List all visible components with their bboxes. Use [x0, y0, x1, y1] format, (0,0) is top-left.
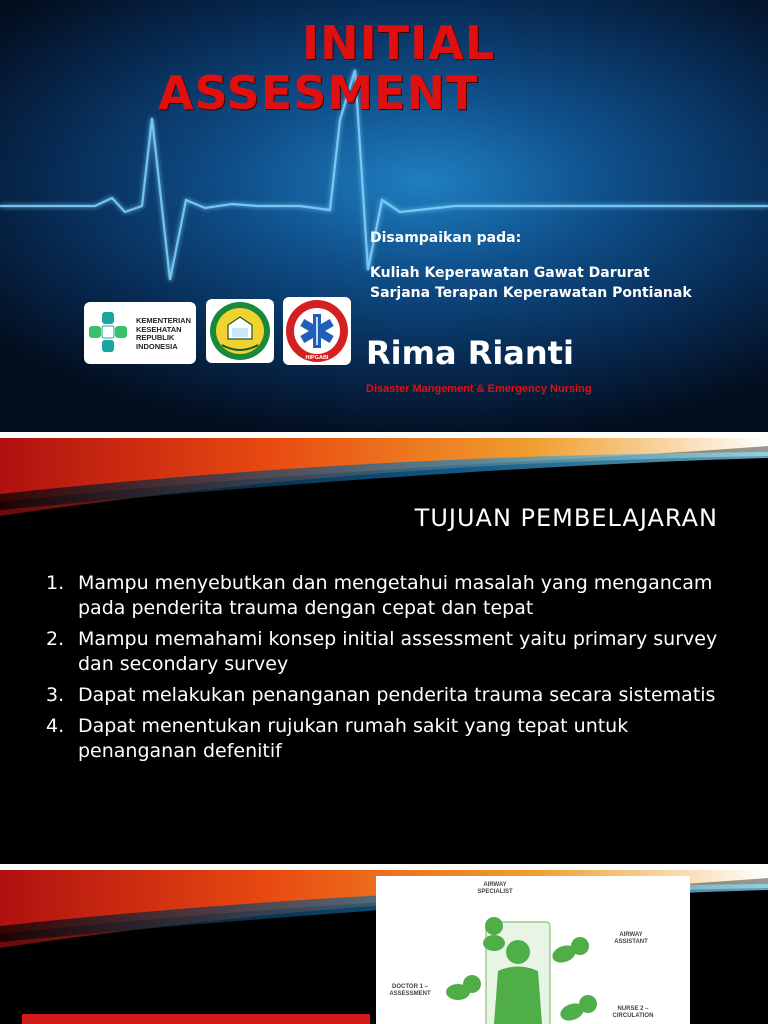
kemenkes-text-1: KEMENTERIAN	[136, 316, 192, 325]
title-bar	[22, 1014, 370, 1024]
hipgabi-emblem-icon	[283, 297, 351, 365]
presenter-subtitle: Disaster Mangement & Emergency Nursing	[366, 383, 592, 395]
team-diagram-slide	[0, 864, 768, 1024]
item-number: 1.	[46, 572, 65, 594]
kemenkes-text-3: REPUBLIK	[136, 333, 175, 342]
kemenkes-logo	[84, 302, 196, 364]
slide-title	[158, 18, 538, 118]
kemenkes-text-4: INDONESIA	[136, 341, 178, 351]
item-number: 2.	[46, 628, 65, 650]
item-text: Mampu memahami konsep initial assessment yaitu primary survey dan secondary survey	[78, 628, 718, 675]
item-text: Dapat menentukan rujukan rumah sakit yang tepat untuk penanganan defenitif	[78, 715, 629, 762]
trauma-team-diagram	[376, 876, 690, 1024]
label-nurse-2: NURSE 2 – CIRCULATION	[612, 1006, 654, 1019]
delivered-label: Disampaikan pada:	[370, 230, 522, 246]
label-airway-specialist: AIRWAY SPECIALIST	[477, 882, 513, 895]
title-line-2: ASSESMENT	[158, 66, 479, 120]
hipgabi-logo	[283, 297, 351, 365]
item-number: 3.	[46, 684, 65, 706]
list-item	[46, 571, 736, 621]
objectives-heading: TUJUAN PEMBELAJARAN	[414, 504, 718, 532]
item-text: Mampu menyebutkan dan mengetahui masalah yang mengancam pada penderita trauma dengan cepat dan tepat	[78, 572, 713, 619]
objectives-slide	[0, 432, 768, 864]
title-line-1: INITIAL	[302, 16, 496, 70]
hipgabi-text: HIPGABI	[305, 355, 329, 361]
kemenkes-emblem-icon	[84, 302, 134, 364]
label-airway-assistant: AIRWAY ASSISTANT	[614, 932, 648, 945]
kemenkes-text-2: KESEHATAN	[136, 324, 182, 334]
title-slide	[0, 0, 768, 432]
presenter-name: Rima Rianti	[366, 334, 574, 372]
item-number: 4.	[46, 715, 65, 737]
delivered-block	[370, 228, 768, 303]
school-crest-icon	[206, 299, 274, 363]
objectives-list	[46, 571, 736, 770]
school-logo	[206, 299, 274, 363]
list-item	[46, 683, 736, 708]
course-line-1: Kuliah Keperawatan Gawat Darurat	[370, 265, 650, 281]
course-line-2: Sarjana Terapan Keperawatan Pontianak	[370, 285, 692, 301]
team-positions-illustration	[376, 876, 690, 1024]
list-item	[46, 714, 736, 764]
list-item	[46, 627, 736, 677]
label-doctor-1: DOCTOR 1 – ASSESSMENT	[389, 984, 431, 997]
item-text: Dapat melakukan penanganan penderita trauma secara sistematis	[78, 684, 716, 706]
